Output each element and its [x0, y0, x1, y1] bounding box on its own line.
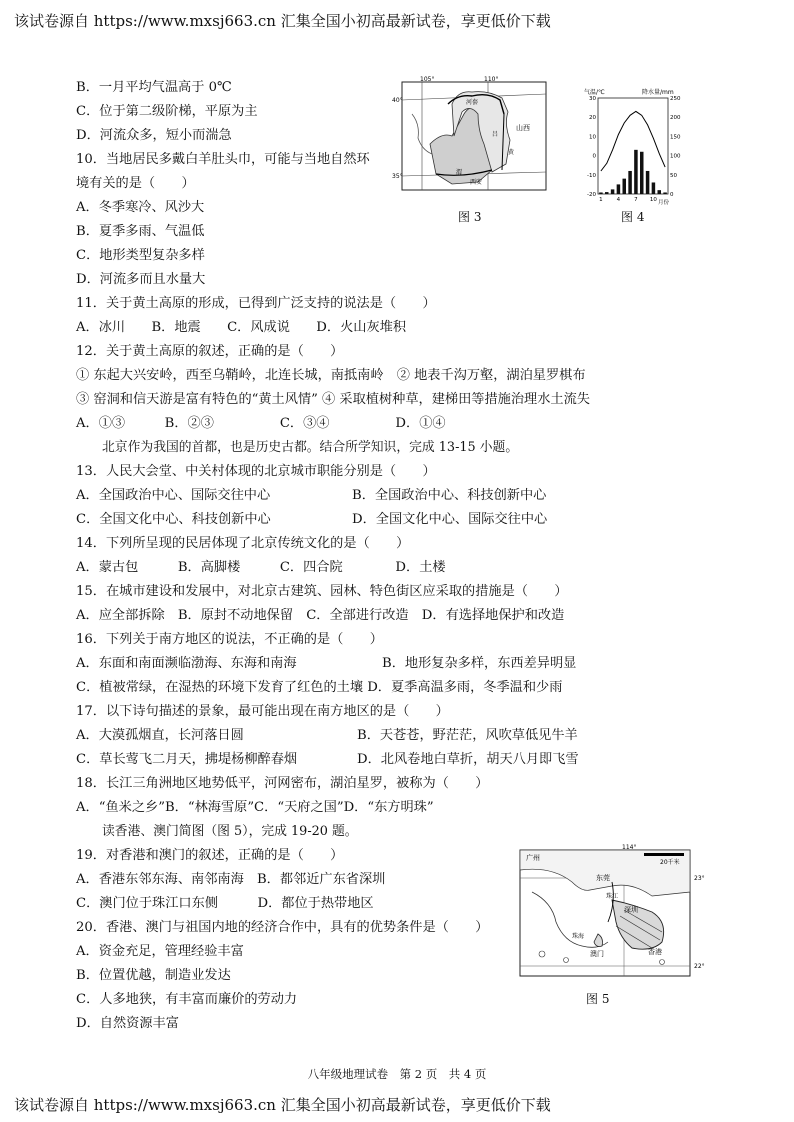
- question-19-options-cd: C．澳门位于珠江口东侧 D．都位于热带地区: [76, 896, 374, 911]
- fig4-right-axis-title: 降水量/mm: [642, 89, 674, 96]
- question-10-stem-line2: 境有关的是（ ）: [76, 176, 195, 191]
- question-13-option-d: D．全国文化中心、国际交往中心: [352, 512, 548, 527]
- fig4-precip-bar: [640, 152, 644, 194]
- fig5-dongguan-label: 东莞: [596, 874, 610, 882]
- question-17-option-c: C．草长莺飞二月天，拂堤杨柳醉春烟: [76, 752, 298, 767]
- fig4-temp-tick: 0: [592, 153, 596, 160]
- fig4-precip-bar: [628, 171, 632, 194]
- fig5-lon-label: 114°: [622, 844, 637, 851]
- question-17-stem: 17．以下诗句描述的景象，最可能出现在南方地区的是（ ）: [76, 704, 449, 719]
- fig5-lat2-label: 22°: [694, 963, 705, 970]
- fig4-precip-bar: [652, 182, 656, 194]
- fig5-scale-label: 20千米: [660, 859, 680, 866]
- fig4-prec-tick: 50: [670, 172, 677, 179]
- fig5-river-label: 珠江: [606, 893, 619, 900]
- figure-4-caption: 图 4: [621, 210, 645, 224]
- figure-3-caption: 图 3: [458, 210, 482, 224]
- fig5-lat1-label: 23°: [694, 875, 705, 882]
- fig4-temp-tick: 20: [589, 115, 596, 122]
- question-20-option-c: C．人多地狭，有丰富而廉价的劳动力: [76, 992, 298, 1007]
- fig5-guangzhou-label: 广州: [526, 854, 540, 862]
- fig3-xian-label: 西安: [470, 179, 483, 186]
- question-20-option-b: B．位置优越，制造业发达: [76, 968, 231, 983]
- figure-4-climate-chart: [580, 86, 690, 206]
- question-13-stem: 13．人民大会堂、中关村体现的北京城市职能分别是（ ）: [76, 464, 436, 479]
- question-10-option-b: B．夏季多雨、气温低: [76, 224, 205, 239]
- question-18-options: A．“鱼米之乡”B．“林海雪原”C．“天府之国”D．“东方明珠”: [76, 800, 434, 815]
- fig4-temp-tick: -20: [587, 192, 596, 198]
- question-16-option-cd: C．植被常绿，在湿热的环境下发育了红色的土壤 D．夏季高温多雨，冬季温和少雨: [76, 680, 563, 695]
- question-9-option-d: D．河流众多，短小而湍急: [76, 128, 232, 143]
- question-16-stem: 16．下列关于南方地区的说法，不正确的是（ ）: [76, 632, 383, 647]
- question-12-statement-3-4: ③ 窑洞和信天游是富有特色的“黄土风情” ④ 采取植树种草，建梯田等措施治理水土流失: [76, 392, 590, 407]
- question-16-option-b: B．地形复杂多样，东西差异明显: [382, 656, 577, 671]
- fig3-lv-label: 吕: [492, 131, 499, 138]
- question-14-options: A．蒙古包 B．高脚楼 C．四合院 D．土楼: [76, 560, 446, 575]
- question-10-option-c: C．地形类型复杂多样: [76, 248, 205, 263]
- fig4-precip-bar: [605, 192, 609, 194]
- question-9-option-c: C．位于第二级阶梯，平原为主: [76, 104, 258, 119]
- question-15-options: A．应全部拆除 B．原封不动地保留 C．全部进行改造 D．有选择地保护和改造: [76, 608, 565, 623]
- fig4-precip-bar: [646, 171, 650, 194]
- question-19-options-ab: A．香港东邻东海、南邻南海 B．都邻近广东省深圳: [76, 872, 386, 887]
- fig4-temp-tick: -10: [587, 172, 596, 179]
- source-banner-bottom: 该试卷源自 https://www.mxsj663.cn 汇集全国小初高最新试卷，享更低价下载: [14, 1096, 551, 1114]
- fig4-temp-line: [601, 111, 665, 171]
- fig4-month-tick: 7: [634, 197, 638, 203]
- fig4-prec-tick: 0: [670, 192, 674, 198]
- fig5-zhuhai-label: 珠海: [572, 933, 585, 940]
- fig3-lat1-label: 40°: [392, 97, 403, 104]
- intro-19-20: 读香港、澳门简图（图 5），完成 19-20 题。: [102, 824, 358, 839]
- source-banner-top: 该试卷源自 https://www.mxsj663.cn 汇集全国小初高最新试卷，享更低价下载: [14, 12, 551, 30]
- fig4-precip-bar: [658, 190, 662, 194]
- figure-3-map: [392, 74, 548, 204]
- fig4-month-tick: 4: [616, 197, 621, 203]
- fig3-wei-label: 渭: [456, 169, 463, 176]
- fig4-month-tick: 1: [599, 197, 603, 203]
- question-19-stem: 19．对香港和澳门的叙述，正确的是（ ）: [76, 848, 344, 863]
- fig4-prec-tick: 100: [670, 153, 681, 160]
- fig4-precip-bar: [599, 192, 603, 194]
- fig4-left-axis-title: 气温/℃: [584, 89, 605, 96]
- fig4-temp-tick: 10: [589, 134, 596, 141]
- fig3-hetao-label: 河套: [466, 99, 479, 106]
- question-18-stem: 18．长江三角洲地区地势低平，河网密布，湖泊星罗，被称为（ ）: [76, 776, 489, 791]
- fig4-prec-tick: 200: [670, 115, 681, 122]
- intro-13-15: 北京作为我国的首都，也是历史古都。结合所学知识，完成 13-15 小题。: [102, 440, 519, 455]
- fig5-macau-label: 澳门: [590, 950, 604, 958]
- fig4-prec-tick: 150: [670, 134, 681, 141]
- fig3-huang-label: 黄: [508, 149, 515, 156]
- question-11-stem: 11．关于黄土高原的形成，已得到广泛支持的说法是（ ）: [76, 296, 436, 311]
- question-11-options: A．冰川 B．地震 C．风成说 D．火山灰堆积: [76, 320, 407, 335]
- question-12-statement-1-2: ① 东起大兴安岭，西至乌鞘岭，北连长城，南抵南岭 ② 地表千沟万壑，湖泊星罗棋布: [76, 368, 586, 383]
- fig3-lat2-label: 35°: [392, 173, 403, 180]
- fig4-precip-bar: [623, 179, 627, 194]
- question-13-option-b: B．全国政治中心、科技创新中心: [352, 488, 547, 503]
- question-13-option-c: C．全国文化中心、科技创新中心: [76, 512, 271, 527]
- question-20-option-d: D．自然资源丰富: [76, 1016, 179, 1031]
- question-16-option-a: A．东面和南面濒临渤海、东海和南海: [76, 656, 297, 671]
- fig4-precip-bar: [617, 184, 621, 194]
- figure-5-map: [512, 842, 712, 988]
- question-20-stem: 20．香港、澳门与祖国内地的经济合作中，具有的优势条件是（ ）: [76, 920, 489, 935]
- question-10-stem-line1: 10．当地居民多戴白羊肚头巾，可能与当地自然环: [76, 152, 370, 167]
- fig4-temp-tick: 30: [589, 96, 596, 102]
- question-10-option-a: A．冬季寒冷、风沙大: [76, 200, 205, 215]
- question-10-option-d: D．河流多而且水量大: [76, 272, 206, 287]
- question-17-option-d: D．北风卷地白草折，胡天八月即飞雪: [357, 752, 579, 767]
- question-13-option-a: A．全国政治中心、国际交往中心: [76, 488, 271, 503]
- question-15-stem: 15．在城市建设和发展中，对北京古建筑、园林、特色街区应采取的措施是（ ）: [76, 584, 568, 599]
- question-17-option-b: B．天苍苍，野茫茫，风吹草低见牛羊: [357, 728, 578, 743]
- fig5-hongkong-label: 香港: [648, 948, 662, 956]
- question-17-option-a: A．大漠孤烟直，长河落日圆: [76, 728, 244, 743]
- fig3-lon2-label: 110°: [484, 76, 499, 83]
- fig4-month-unit: 月份: [658, 200, 670, 206]
- question-12-stem: 12．关于黄土高原的叙述，正确的是（ ）: [76, 344, 344, 359]
- fig4-month-tick: 10: [649, 197, 657, 203]
- fig3-shanxi-label: 山西: [516, 124, 530, 132]
- question-20-option-a: A．资金充足，管理经验丰富: [76, 944, 244, 959]
- fig4-precip-bar: [663, 192, 667, 194]
- question-14-stem: 14．下列所呈现的民居体现了北京传统文化的是（ ）: [76, 536, 410, 551]
- fig4-prec-tick: 250: [670, 96, 681, 102]
- fig4-precip-bar: [611, 189, 615, 194]
- question-9-option-b: B．一月平均气温高于 0℃: [76, 80, 232, 95]
- fig5-shenzhen-label: 深圳: [624, 906, 638, 914]
- question-12-options: A．①③ B．②③ C．③④ D．①④: [76, 416, 446, 431]
- page-footer: 八年级地理试卷 第 2 页 共 4 页: [307, 1067, 487, 1081]
- fig4-precip-bar: [634, 150, 638, 194]
- fig3-lon1-label: 105°: [420, 76, 435, 83]
- figure-5-caption: 图 5: [586, 992, 610, 1006]
